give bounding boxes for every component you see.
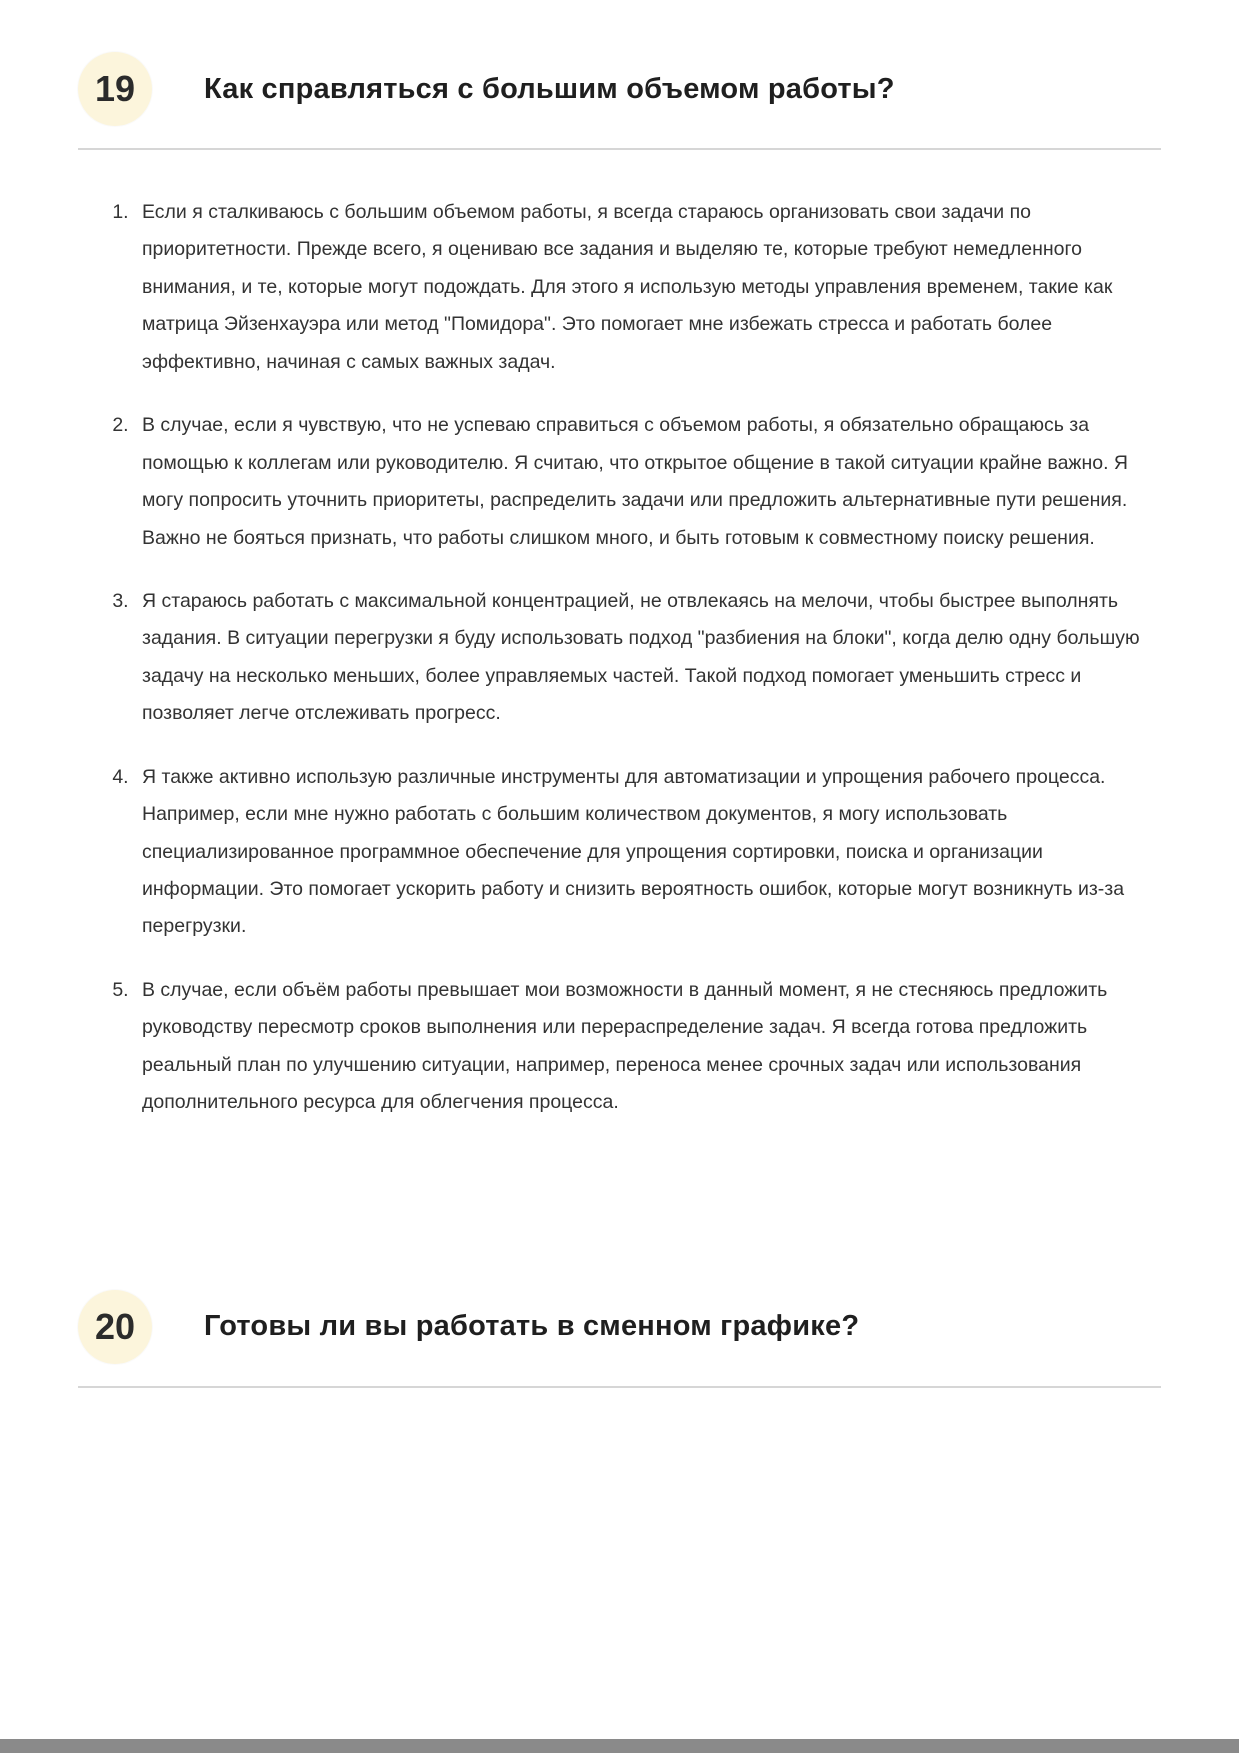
question-19-header	[78, 52, 1161, 126]
page-bottom-strip	[0, 1739, 1239, 1753]
question-20-header	[78, 1290, 1161, 1364]
answer-item: 4. Я также активно использую различные инструменты для автоматизации и упрощения рабочего процесса. Например, если мне нужно работать с большим количеством документов, я могу использовать специализированное программное обеспечение для упрощения сортировки, поиска и организации информации. Это помогает ускорить работу и снизить вероятность ошибок, которые могут возникнуть из-за перегрузки.	[134, 759, 1161, 946]
answer-item: 5. В случае, если объём работы превышает мои возможности в данный момент, я не стесняюсь предложить руководству пересмотр сроков выполнения или перераспределение задач. Я всегда готова предложить реальный план по улучшению ситуации, например, переноса менее срочных задач или использования дополнительного ресурса для облегчения процесса.	[134, 972, 1161, 1122]
answer-item: 2. В случае, если я чувствую, что не успеваю справиться с объемом работы, я обязательно обращаюсь за помощью к коллегам или руководителю. Я считаю, что открытое общение в такой ситуации крайне важно. Я могу попросить уточнить приоритеты, распределить задачи или предложить альтернативные пути решения. Важно не бояться признать, что работы слишком много, и быть готовым к совместному поиску решения.	[134, 407, 1161, 557]
section-divider	[78, 148, 1161, 150]
question-title: Готовы ли вы работать в сменном графике?	[204, 1310, 860, 1343]
question-number-badge: 20	[78, 1290, 152, 1364]
question-title: Как справляться с большим объемом работы?	[204, 72, 895, 105]
answer-item: 1. Если я сталкиваюсь с большим объемом работы, я всегда стараюсь организовать свои задачи по приоритетности. Прежде всего, я оцениваю все задания и выделяю те, которые требуют немедленного внимания, и те, которые могут подождать. Для этого я использую методы управления временем, такие как матрица Эйзенхауэра или метод "Помидора". Это помогает мне избежать стресса и работать более эффективно, начиная с самых важных задач.	[134, 194, 1161, 381]
question-section-20	[78, 1290, 1161, 1388]
question-section-19	[78, 52, 1161, 1122]
section-divider	[78, 1386, 1161, 1388]
answer-list	[106, 194, 1161, 1122]
answer-item: 3. Я стараюсь работать с максимальной концентрацией, не отвлекаясь на мелочи, чтобы быстрее выполнять задания. В ситуации перегрузки я буду использовать подход "разбиения на блоки", когда делю одну большую задачу на несколько меньших, более управляемых частей. Такой подход помогает уменьшить стресс и позволяет легче отслеживать прогресс.	[134, 583, 1161, 733]
question-number-badge: 19	[78, 52, 152, 126]
